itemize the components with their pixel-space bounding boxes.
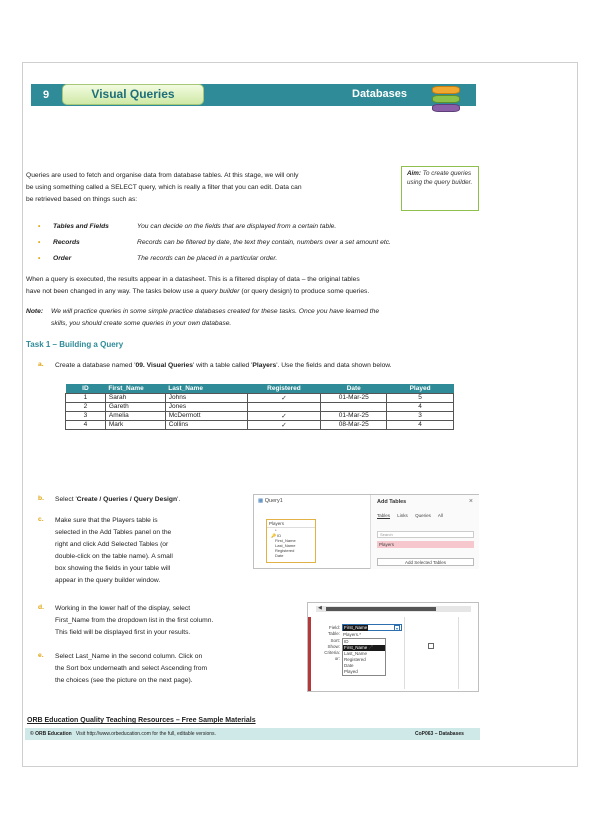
- para2-line-2c: (or query design) to produce some queries.: [239, 288, 370, 295]
- step-c-line: double-click on the table name). A small: [55, 553, 173, 560]
- table-cell: Johns: [165, 393, 247, 402]
- grid-label: or:: [334, 656, 340, 662]
- field-list-item: First_Name: [275, 538, 296, 543]
- table-cell: 3: [387, 411, 454, 420]
- tab-queries[interactable]: Queries: [415, 513, 431, 518]
- aim-text: To create queries using the query builder.: [407, 170, 473, 186]
- query-tab-label: Query1: [264, 498, 283, 504]
- table-cell: ✓: [247, 411, 321, 420]
- step-a-letter: a.: [38, 361, 44, 368]
- table-row: [66, 393, 454, 402]
- table-cell: McDermott: [165, 411, 247, 420]
- footer-title: ORB Education Quality Teaching Resources – Free Sample Materials: [27, 717, 256, 724]
- query-tab: [258, 498, 283, 504]
- field-option[interactable]: Last_Name: [344, 651, 368, 656]
- step-e-line: the Sort box underneath and select Ascending from: [55, 665, 208, 672]
- chevron-down-icon[interactable]: ▾: [395, 626, 398, 631]
- para2-line-1: When a query is executed, the results appear in a datasheet. This is a filtered display of data – the original tables: [26, 276, 360, 283]
- table-list-item-players[interactable]: Players: [377, 541, 474, 548]
- step-c-line: Make sure that the Players table is: [55, 517, 158, 524]
- subject-label: Databases: [352, 88, 408, 100]
- para2-query-builder: query builder: [200, 288, 240, 295]
- field-list-item: *: [275, 528, 277, 533]
- query-design-screenshot: [253, 494, 479, 569]
- step-a-part: ' with a table called ': [192, 362, 253, 369]
- bullet-dot: •: [38, 223, 41, 230]
- intro-line-3: be retrieved based on things such as:: [26, 196, 138, 203]
- step-e-line: Select Last_Name in the second column. Click on: [55, 653, 203, 660]
- table-cell: Jones: [165, 402, 247, 411]
- scroll-thumb[interactable]: [326, 607, 436, 611]
- table-cell: Gareth: [105, 402, 165, 411]
- bullet-title: Records: [53, 239, 80, 246]
- step-c-line: appear in the query builder window.: [55, 577, 161, 584]
- note-line-2: skills, you should create some queries in your own database.: [51, 320, 232, 327]
- para2-line-2: [26, 287, 369, 298]
- tab-links[interactable]: Links: [397, 513, 408, 518]
- add-tables-title: Add Tables: [377, 499, 407, 505]
- grid-label: Table:: [327, 631, 340, 637]
- note-label: Note:: [26, 308, 44, 315]
- table-header: Last_Name: [165, 384, 247, 393]
- field-list-item: Date: [275, 553, 284, 558]
- table-row: [66, 402, 454, 411]
- table-name: Players: [252, 362, 277, 369]
- key-icon: 🔑: [271, 533, 276, 538]
- intro-line-1: Queries are used to fetch and organise data from database tables. At this stage, we will only: [26, 172, 299, 179]
- table-header: Registered: [247, 384, 321, 393]
- step-b-letter: b.: [38, 495, 44, 502]
- grid-label: Criteria:: [324, 650, 340, 656]
- table-cell: 4: [387, 420, 454, 429]
- table-header: ID: [66, 384, 106, 393]
- field-list-item: Registered: [275, 548, 295, 553]
- step-d-line: First_Name from the dropdown list in the first column.: [55, 617, 214, 624]
- step-c-letter: c.: [38, 516, 44, 523]
- grid-scrollbar[interactable]: [316, 606, 471, 612]
- grid-label: Sort:: [330, 637, 340, 643]
- table-cell: 08-Mar-25: [321, 420, 387, 429]
- task-heading: Task 1 – Building a Query: [26, 340, 124, 349]
- table-cell: 4: [387, 402, 454, 411]
- db-name: 09. Visual Queries: [135, 362, 193, 369]
- step-c-line: box showing the fields in your table will: [55, 565, 171, 572]
- grid-selector-bar: [308, 617, 311, 691]
- field-options-list: [342, 638, 386, 676]
- field-option[interactable]: Played: [344, 669, 358, 674]
- step-e-line: the choices (see the picture on the next page).: [55, 677, 193, 684]
- table-cell: ✓: [247, 393, 321, 402]
- grid-column-line: [404, 617, 405, 689]
- close-icon[interactable]: ×: [468, 498, 473, 505]
- step-e-letter: e.: [38, 652, 44, 659]
- intro-line-2: be using something called a SELECT query, which is really a filter that you can edit. Data can: [26, 184, 302, 191]
- field-list-title: Players: [267, 520, 315, 528]
- bullet-title: Tables and Fields: [53, 223, 109, 230]
- table-row: [66, 420, 454, 429]
- grid-label: Show:: [327, 643, 340, 649]
- grid-column-line: [458, 617, 459, 689]
- field-name: ID: [277, 533, 282, 538]
- section-number: 9: [42, 89, 50, 101]
- bullet-desc: The records can be placed in a particular order.: [137, 255, 278, 262]
- players-table: [65, 384, 454, 430]
- step-d-letter: d.: [38, 604, 44, 611]
- query-grid-screenshot: [307, 602, 479, 692]
- show-checkbox[interactable]: [428, 643, 434, 649]
- grid-labels: [312, 625, 340, 663]
- table-header-row: [66, 384, 454, 393]
- step-b-text: [55, 495, 180, 506]
- field-option[interactable]: Registered: [344, 657, 366, 662]
- table-search-input[interactable]: Search: [377, 531, 474, 538]
- step-b-part: Select ': [55, 496, 77, 503]
- step-b-part: '.: [177, 496, 181, 503]
- table-header: First_Name: [105, 384, 165, 393]
- step-d-line: This field will be displayed first in your results.: [55, 629, 191, 636]
- table-cell: 4: [66, 420, 106, 429]
- query-icon: ▦: [258, 498, 264, 504]
- step-a-part: '. Use the fields and data shown below.: [276, 362, 392, 369]
- field-dropdown[interactable]: [342, 624, 402, 631]
- table-cell: 3: [66, 411, 106, 420]
- step-c-line: right and click Add Selected Tables (or: [55, 541, 169, 548]
- para2-line-2a: have not been changed in any way. The tasks below use a: [26, 288, 201, 295]
- table-cell: 1: [66, 393, 106, 402]
- footer-copyright: © ORB Education: [30, 731, 72, 737]
- table-cell: Collins: [165, 420, 247, 429]
- footer-code: CoP063 – Databases: [415, 731, 464, 737]
- bullet-desc: Records can be filtered by date, the text they contain, numbers over a set amount etc.: [137, 239, 391, 246]
- step-c-line: selected in the Add Tables panel on the: [55, 529, 172, 536]
- table-cell: 01-Mar-25: [321, 411, 387, 420]
- field-dropdown-value: First_Name: [344, 625, 368, 630]
- step-d-line: Working in the lower half of the display, select: [55, 605, 191, 612]
- footer-left: [30, 729, 216, 739]
- table-cell: 5: [387, 393, 454, 402]
- bullet-dot: •: [38, 255, 41, 262]
- mouse-cursor-icon: ➚: [368, 644, 374, 651]
- footer-visit: Visit http://www.orbeducation.com for the full, editable versions.: [75, 731, 216, 737]
- add-selected-tables-button[interactable]: Add Selected Tables: [377, 558, 474, 566]
- table-cell: Mark: [105, 420, 165, 429]
- field-option[interactable]: ID: [344, 639, 349, 644]
- table-cell: 01-Mar-25: [321, 393, 387, 402]
- table-cell: 2: [66, 402, 106, 411]
- field-option-highlighted[interactable]: First_Name: [343, 645, 385, 651]
- step-a-part: Create a database named ': [55, 362, 136, 369]
- table-row: [66, 411, 454, 420]
- table-cell: Sarah: [105, 393, 165, 402]
- table-cell: [247, 402, 321, 411]
- tab-all[interactable]: All: [437, 513, 443, 518]
- tab-tables[interactable]: Tables: [377, 513, 391, 518]
- aim-box: [401, 166, 479, 211]
- panel-tabs: [377, 513, 443, 518]
- table-header: Played: [387, 384, 454, 393]
- players-field-list: [266, 519, 316, 563]
- field-list-item: Last_Name: [275, 543, 296, 548]
- note-line-1: We will practice queries in some simple practice databases created for these tasks. Once you have learned the: [51, 308, 380, 315]
- menu-path: Create / Queries / Query Design: [76, 496, 178, 503]
- bullet-dot: •: [38, 239, 41, 246]
- scroll-left-icon[interactable]: ◀: [318, 605, 322, 611]
- grid-label: Field:: [328, 625, 340, 630]
- bullet-title: Order: [53, 255, 72, 262]
- table-value: Players.*: [343, 632, 362, 637]
- table-cell: Amelia: [105, 411, 165, 420]
- aim-label: Aim:: [407, 170, 421, 177]
- bullet-desc: You can decide on the fields that are displayed from a certain table.: [137, 223, 337, 230]
- step-a-text: [55, 361, 392, 372]
- table-header: Date: [321, 384, 387, 393]
- table-cell: ✓: [247, 420, 321, 429]
- database-stack-icon: [432, 86, 460, 113]
- page-title: Visual Queries: [62, 84, 204, 105]
- table-cell: [321, 402, 387, 411]
- field-option[interactable]: Date: [344, 663, 354, 668]
- add-tables-panel: [370, 495, 479, 569]
